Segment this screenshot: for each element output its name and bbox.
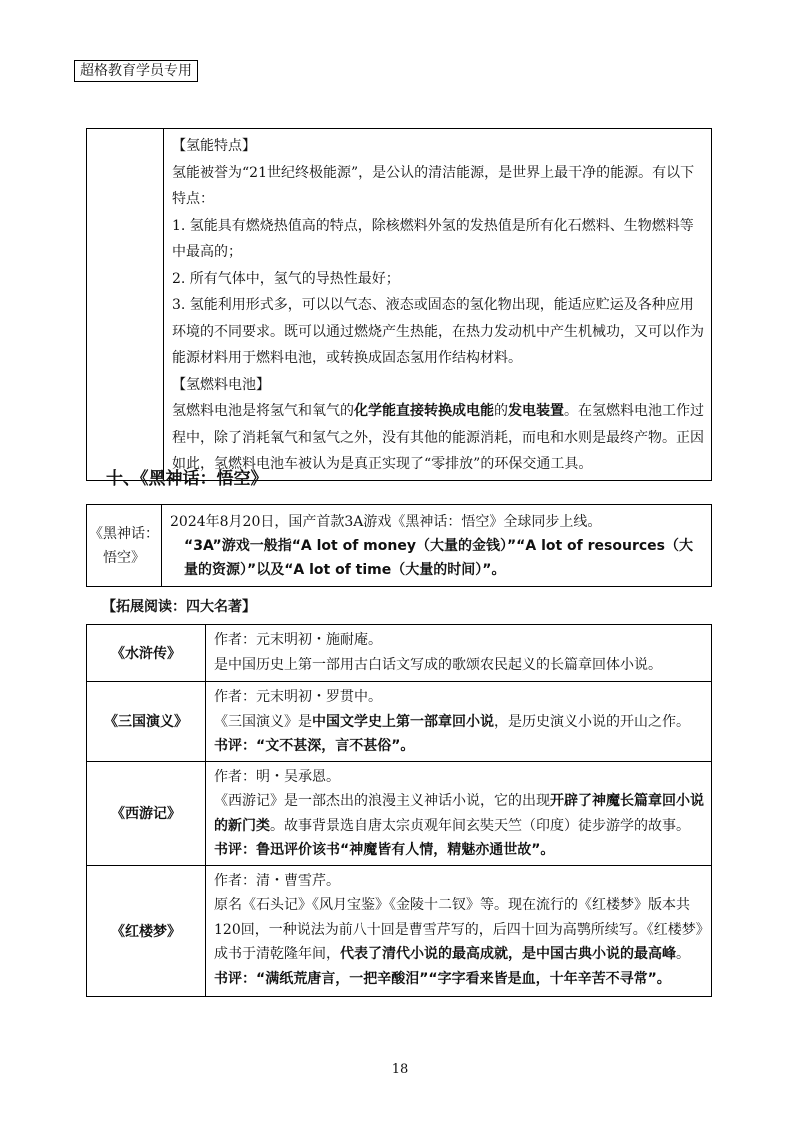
hydrogen-point-1: 1. 氢能具有燃烧热值高的特点，除核燃料外氢的发热值是所有化石燃料、生物燃料等中最高的； [172,217,694,260]
novel-review: 书评：“满纸荒唐言，一把辛酸泪”“字字看来皆是血，十年辛苦不寻常”。 [214,970,671,987]
hydrogen-left-cell [87,129,164,481]
wukong-table [86,504,712,587]
table-row [87,625,712,682]
hydrogen-title: 【氢能特点】 [172,138,256,154]
extended-reading-title: 【拓展阅读：四大名著】 [102,599,256,615]
hydrogen-intro: 氢能被誉为“21世纪终极能源”，是公认的清洁能源，是世界上最干净的能源。有以下特点： [172,164,695,207]
novel-review: 书评：鲁迅评价该书“神魔皆有人情，精魅亦通世故”。 [214,842,555,858]
novel-info [206,625,712,682]
fuel-cell-title: 【氢燃料电池】 [172,376,270,393]
novel-name: 《水浒传》 [87,625,206,682]
hydrogen-table [86,128,712,481]
novel-name: 《红楼梦》 [87,865,206,996]
novel-review: 书评：“文不甚深，言不甚俗”。 [214,738,415,754]
novel-info [206,682,712,762]
header-label: 超格教育学员专用 [74,60,198,82]
hydrogen-point-3: 3. 氢能利用形式多，可以以气态、液态或固态的氢化物出现，能适应贮运及各种应用环境的不同要求。既可以通过燃烧产生热能，在热力发动机中产生机械功，又可以作为能源材料用于燃料电池，或转换成固态氢用作结构材料。 [172,297,704,366]
novel-author: 作者：元末明初・施耐庵。 [214,632,382,648]
section-title: 十、《黑神话：悟空》 [106,469,268,489]
wukong-label: 《黑神话：悟空》 [87,505,162,587]
hydrogen-content-cell [164,129,712,481]
wukong-line-1: 2024年8月20日，国产首款3A游戏《黑神话：悟空》全球同步上线。 [170,514,602,530]
table-row [87,682,712,762]
novel-desc: 是中国历史上第一部用古白话文写成的歌颂农民起义的长篇章回体小说。 [214,656,662,673]
novel-desc: 《西游记》是一部杰出的浪漫主义神话小说，它的出现开辟了神魔长篇章回小说的新门类。故事背景选自唐太宗贞观年间玄奘天竺（印度）徒步游学的故事。 [214,793,704,834]
novel-desc: 《三国演义》是中国文学史上第一部章回小说，是历史演义小说的开山之作。 [214,713,690,730]
table-row [87,761,712,865]
novel-author: 作者：清・曹雪芹。 [214,872,340,889]
hydrogen-point-2: 2. 所有气体中，氢气的导热性最好； [172,270,400,287]
wukong-content [162,505,712,587]
novels-table [86,624,712,997]
novel-author: 作者：明・吴承恩。 [214,768,340,785]
novel-author: 作者：元末明初・罗贯中。 [214,689,382,705]
novel-desc: 原名《石头记》《风月宝鉴》《金陵十二钗》等。现在流行的《红楼梦》版本共120回，一种说法为前八十回是曹雪芹写的，后四十回为高鹗所续写。《红楼梦》成书于清乾隆年间，代表了清代小说的最高成就，是中国古典小说的最高峰。 [214,897,703,962]
novel-info [206,865,712,996]
fuel-cell-text: 氢燃料电池是将氢气和氧气的化学能直接转换成电能的发电装置。在氢燃料电池工作过程中，除了消耗氧气和氢气之外，没有其他的能源消耗，而电和水则是最终产物。正因如此，氢燃料电池车被认为是真正实现了“零排放”的环保交通工具。 [172,403,704,472]
novel-name: 《三国演义》 [87,682,206,762]
novel-name: 《西游记》 [87,761,206,865]
novel-info [206,761,712,865]
table-row [87,865,712,996]
page-number: 18 [391,1062,409,1077]
wukong-line-2: “3A”游戏一般指“A lot of money（大量的金钱）”“A lot of resources（大量的资源）”以及“A lot of time（大量的时间）”。 [184,538,693,578]
